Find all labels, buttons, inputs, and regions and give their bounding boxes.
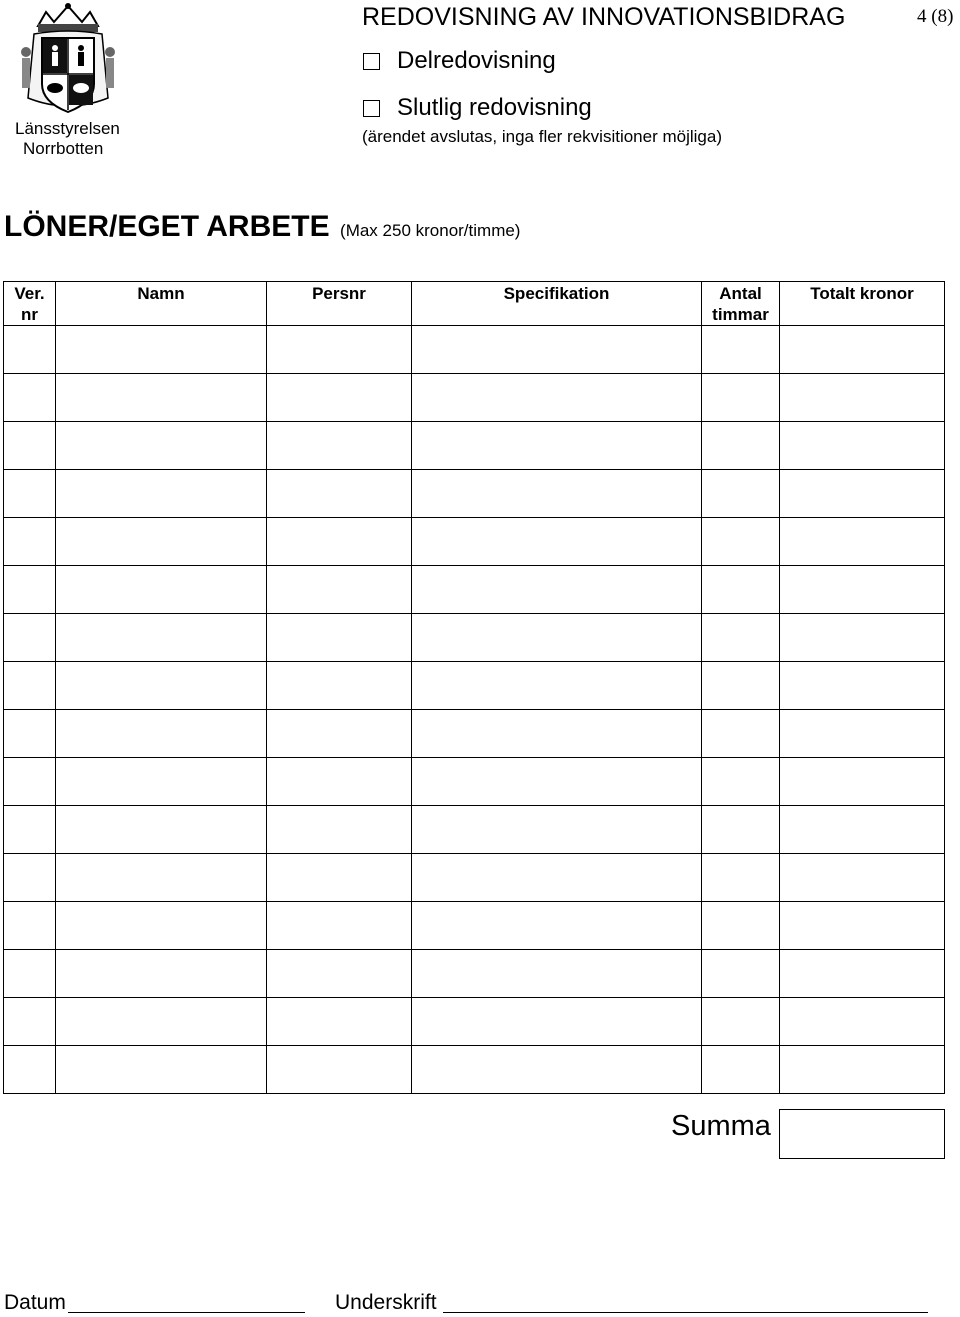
column-header-line1: Persnr bbox=[312, 284, 366, 303]
table-row bbox=[4, 1046, 945, 1094]
table-cell[interactable] bbox=[412, 806, 702, 854]
table-cell[interactable] bbox=[4, 1046, 56, 1094]
table-cell[interactable] bbox=[780, 998, 945, 1046]
table-cell[interactable] bbox=[780, 710, 945, 758]
table-cell[interactable] bbox=[4, 662, 56, 710]
section-subtitle: (Max 250 kronor/timme) bbox=[340, 221, 521, 240]
form-title: REDOVISNING AV INNOVATIONSBIDRAG bbox=[362, 3, 846, 31]
table-cell[interactable] bbox=[4, 758, 56, 806]
table-cell[interactable] bbox=[412, 998, 702, 1046]
table-cell[interactable] bbox=[56, 1046, 267, 1094]
table-cell[interactable] bbox=[702, 614, 780, 662]
table-cell[interactable] bbox=[56, 326, 267, 374]
table-row bbox=[4, 614, 945, 662]
column-header-line2: nr bbox=[21, 305, 38, 324]
table-cell[interactable] bbox=[267, 758, 412, 806]
table-cell[interactable] bbox=[702, 374, 780, 422]
option-label: Slutlig redovisning bbox=[397, 94, 592, 121]
table-body bbox=[4, 326, 945, 1094]
table-cell[interactable] bbox=[4, 614, 56, 662]
table-cell[interactable] bbox=[702, 1046, 780, 1094]
table-cell[interactable] bbox=[780, 806, 945, 854]
table-cell[interactable] bbox=[267, 374, 412, 422]
table-row bbox=[4, 902, 945, 950]
column-header-antal-timmar bbox=[702, 282, 780, 326]
table-cell[interactable] bbox=[780, 374, 945, 422]
table-cell[interactable] bbox=[412, 374, 702, 422]
table-cell[interactable] bbox=[702, 662, 780, 710]
section-title: LÖNER/EGET ARBETE bbox=[4, 210, 330, 243]
table-cell[interactable] bbox=[4, 422, 56, 470]
logo-text-line1: Länsstyrelsen bbox=[15, 119, 120, 138]
table-cell[interactable] bbox=[4, 950, 56, 998]
table-cell[interactable] bbox=[412, 518, 702, 566]
table-cell[interactable] bbox=[4, 902, 56, 950]
table-cell[interactable] bbox=[780, 662, 945, 710]
salary-table bbox=[3, 281, 945, 1094]
option-slutlig-redovisning[interactable] bbox=[363, 94, 592, 122]
table-cell[interactable] bbox=[412, 422, 702, 470]
table-cell[interactable] bbox=[702, 566, 780, 614]
table-cell[interactable] bbox=[780, 758, 945, 806]
logo-text-line2: Norrbotten bbox=[23, 139, 104, 158]
column-header-line1: Specifikation bbox=[503, 284, 610, 303]
empty-checkbox-icon[interactable] bbox=[363, 53, 380, 70]
column-header-namn bbox=[56, 282, 267, 326]
table-cell[interactable] bbox=[702, 422, 780, 470]
table-cell[interactable] bbox=[267, 854, 412, 902]
table-cell[interactable] bbox=[56, 950, 267, 998]
table-cell[interactable] bbox=[780, 566, 945, 614]
table-cell[interactable] bbox=[56, 662, 267, 710]
table-cell[interactable] bbox=[412, 758, 702, 806]
table-row bbox=[4, 710, 945, 758]
column-header-line2: timmar bbox=[712, 305, 769, 324]
table-cell[interactable] bbox=[4, 326, 56, 374]
table-cell[interactable] bbox=[412, 470, 702, 518]
table-cell[interactable] bbox=[702, 470, 780, 518]
table-cell[interactable] bbox=[702, 998, 780, 1046]
page-number: 4 (8) bbox=[917, 6, 954, 27]
table-cell[interactable] bbox=[412, 326, 702, 374]
table-cell[interactable] bbox=[56, 614, 267, 662]
table-cell[interactable] bbox=[412, 614, 702, 662]
table-cell[interactable] bbox=[4, 806, 56, 854]
table-row bbox=[4, 470, 945, 518]
table-cell[interactable] bbox=[412, 1046, 702, 1094]
table-cell[interactable] bbox=[56, 710, 267, 758]
table-cell[interactable] bbox=[267, 422, 412, 470]
table-cell[interactable] bbox=[780, 614, 945, 662]
table-cell[interactable] bbox=[702, 710, 780, 758]
option-label: Delredovisning bbox=[397, 47, 556, 74]
table-cell[interactable] bbox=[56, 566, 267, 614]
table-row bbox=[4, 518, 945, 566]
table-cell[interactable] bbox=[4, 374, 56, 422]
final-report-note: (ärendet avslutas, inga fler rekvisitioner möjliga) bbox=[362, 127, 722, 146]
table-cell[interactable] bbox=[56, 902, 267, 950]
table-row bbox=[4, 374, 945, 422]
table-row bbox=[4, 806, 945, 854]
column-header-line1: Antal bbox=[719, 284, 762, 303]
table-cell[interactable] bbox=[412, 662, 702, 710]
signature-label: Underskrift bbox=[335, 1291, 437, 1314]
table-cell[interactable] bbox=[702, 326, 780, 374]
table-cell[interactable] bbox=[780, 470, 945, 518]
table-row bbox=[4, 950, 945, 998]
table-cell[interactable] bbox=[267, 1046, 412, 1094]
signature-field[interactable] bbox=[443, 1312, 928, 1313]
table-cell[interactable] bbox=[56, 998, 267, 1046]
table-cell[interactable] bbox=[412, 854, 702, 902]
table-cell[interactable] bbox=[702, 902, 780, 950]
table-cell[interactable] bbox=[267, 518, 412, 566]
column-header-totalt-kronor bbox=[780, 282, 945, 326]
table-cell[interactable] bbox=[267, 950, 412, 998]
table-cell[interactable] bbox=[267, 806, 412, 854]
date-field[interactable] bbox=[68, 1312, 305, 1313]
table-cell[interactable] bbox=[780, 326, 945, 374]
table-cell[interactable] bbox=[702, 758, 780, 806]
table-cell[interactable] bbox=[702, 854, 780, 902]
table-cell[interactable] bbox=[412, 950, 702, 998]
table-cell[interactable] bbox=[267, 902, 412, 950]
table-cell[interactable] bbox=[4, 854, 56, 902]
table-cell[interactable] bbox=[4, 998, 56, 1046]
coat-of-arms-icon bbox=[12, 2, 124, 118]
option-delredovisning[interactable] bbox=[363, 47, 556, 75]
table-cell[interactable] bbox=[780, 950, 945, 998]
empty-checkbox-icon[interactable] bbox=[363, 100, 380, 117]
table-cell[interactable] bbox=[267, 998, 412, 1046]
table-cell[interactable] bbox=[780, 422, 945, 470]
table-cell[interactable] bbox=[780, 518, 945, 566]
date-label: Datum bbox=[4, 1291, 66, 1314]
table-cell[interactable] bbox=[56, 422, 267, 470]
table-row bbox=[4, 422, 945, 470]
table-row bbox=[4, 566, 945, 614]
table-row bbox=[4, 662, 945, 710]
table-cell[interactable] bbox=[702, 806, 780, 854]
table-cell[interactable] bbox=[56, 374, 267, 422]
table-header-row bbox=[4, 282, 945, 326]
organization-logo bbox=[12, 2, 124, 158]
table-cell[interactable] bbox=[56, 806, 267, 854]
table-row bbox=[4, 758, 945, 806]
column-header-line1: Totalt kronor bbox=[810, 284, 914, 303]
table-cell[interactable] bbox=[780, 902, 945, 950]
table-cell[interactable] bbox=[267, 326, 412, 374]
summa-label: Summa bbox=[671, 1110, 771, 1142]
table-cell[interactable] bbox=[56, 854, 267, 902]
table-cell[interactable] bbox=[4, 566, 56, 614]
table-cell[interactable] bbox=[702, 518, 780, 566]
table-cell[interactable] bbox=[702, 950, 780, 998]
table-cell[interactable] bbox=[4, 710, 56, 758]
table-cell[interactable] bbox=[4, 470, 56, 518]
table-cell[interactable] bbox=[412, 566, 702, 614]
table-cell[interactable] bbox=[267, 710, 412, 758]
table-row bbox=[4, 998, 945, 1046]
table-cell[interactable] bbox=[56, 470, 267, 518]
column-header-ver-nr bbox=[4, 282, 56, 326]
column-header-line1: Namn bbox=[137, 284, 185, 303]
summa-field[interactable] bbox=[779, 1109, 945, 1159]
section-heading bbox=[4, 210, 520, 244]
table-cell[interactable] bbox=[56, 758, 267, 806]
table-cell[interactable] bbox=[4, 518, 56, 566]
table-cell[interactable] bbox=[267, 566, 412, 614]
table-row bbox=[4, 854, 945, 902]
table-cell[interactable] bbox=[267, 662, 412, 710]
table-row bbox=[4, 326, 945, 374]
table-cell[interactable] bbox=[780, 1046, 945, 1094]
table-cell[interactable] bbox=[412, 902, 702, 950]
table-cell[interactable] bbox=[267, 614, 412, 662]
table-cell[interactable] bbox=[56, 518, 267, 566]
table-cell[interactable] bbox=[412, 710, 702, 758]
column-header-persnr bbox=[267, 282, 412, 326]
column-header-specifikation bbox=[412, 282, 702, 326]
column-header-line1: Ver. bbox=[14, 284, 45, 303]
table-cell[interactable] bbox=[780, 854, 945, 902]
table-cell[interactable] bbox=[267, 470, 412, 518]
